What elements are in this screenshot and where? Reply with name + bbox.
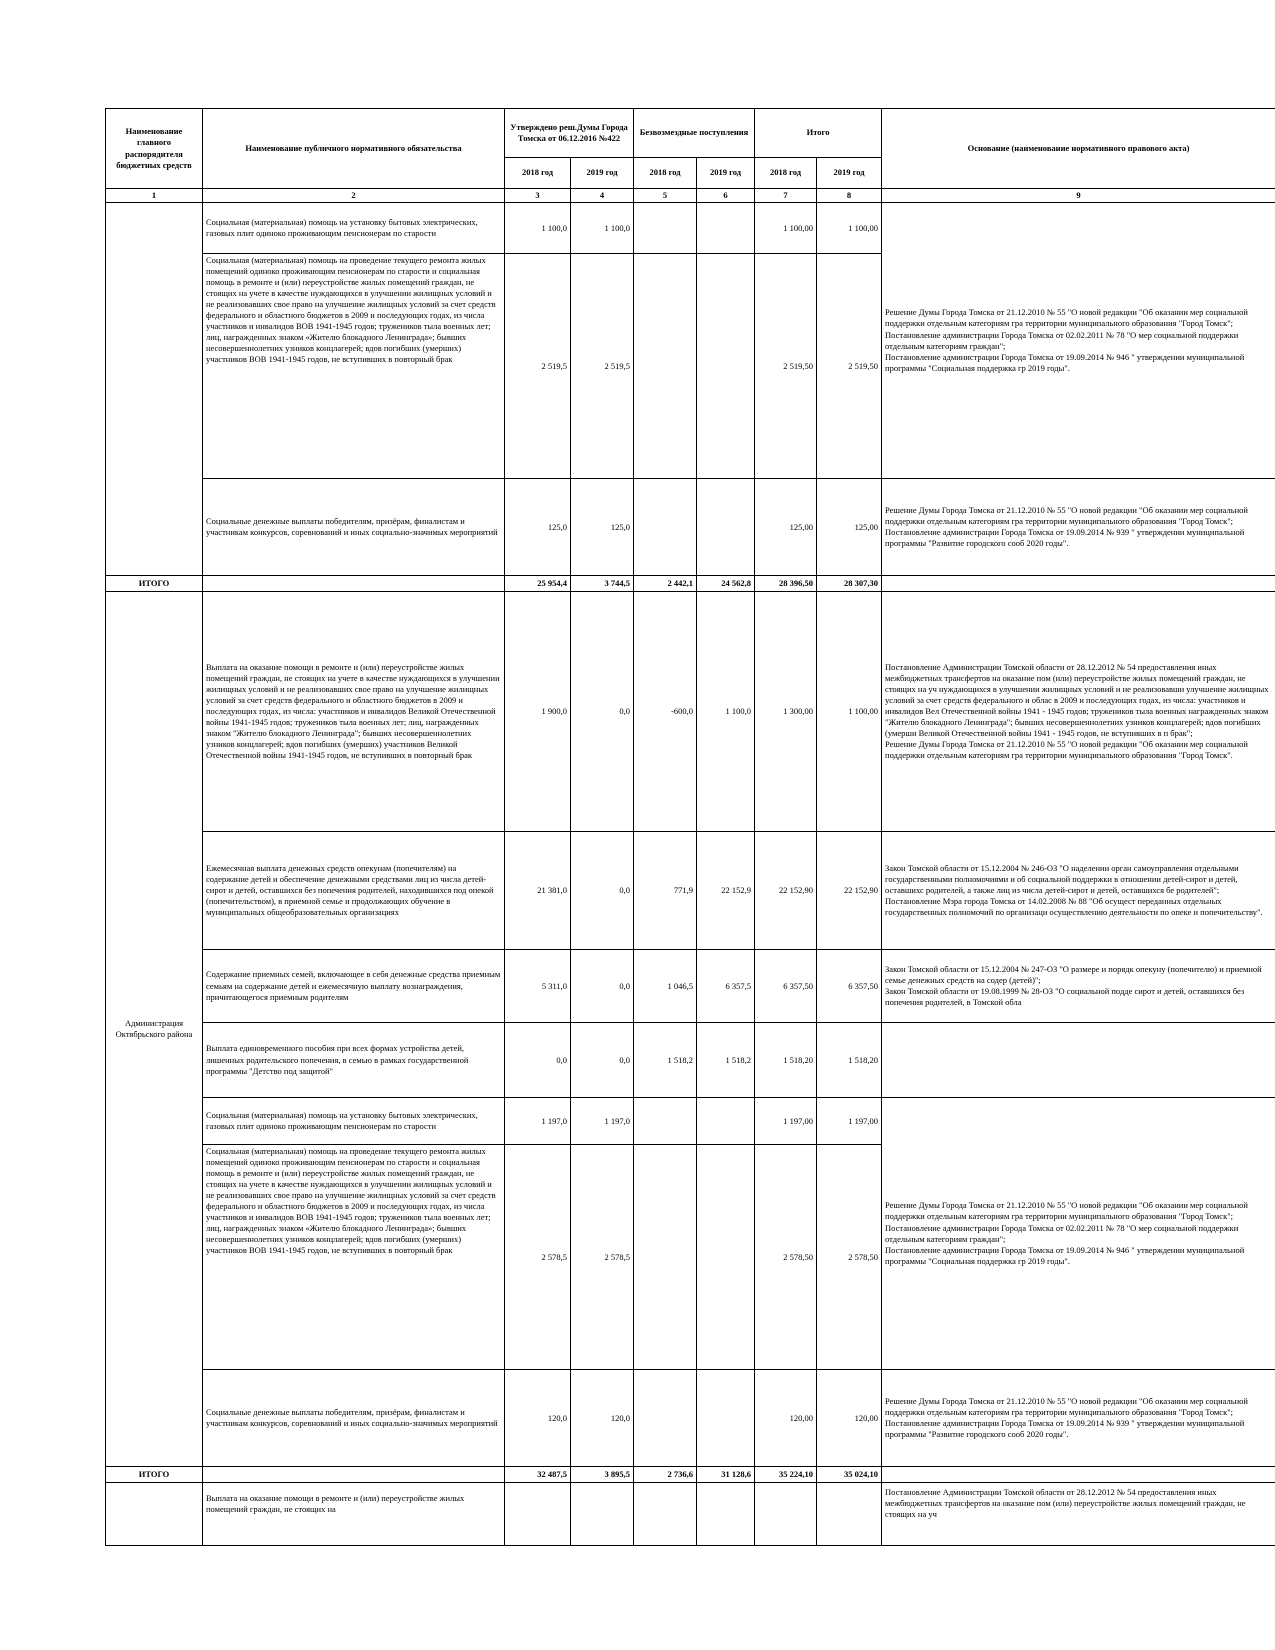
table-row: [106, 1098, 1275, 1145]
header-year: 2018 год: [505, 158, 571, 189]
value-cell: 0,0: [571, 832, 634, 950]
value-cell: 1 197,0: [505, 1098, 571, 1145]
obligation-name: Социальные денежные выплаты победителям, призёрам, финалистам и участникам конкурсов, соревнований и иных социально-значимых мероприятий: [203, 1370, 505, 1467]
value-cell: 2 578,50: [817, 1145, 882, 1370]
value-cell: [817, 1483, 882, 1546]
column-number: 1: [106, 189, 203, 203]
total-value: 35 224,10: [755, 1467, 817, 1483]
total-value: 24 562,8: [697, 576, 755, 592]
table-row: [106, 832, 1275, 950]
basis-cell: Решение Думы Города Томска от 21.12.2010 № 55 "О новой редакции "Об оказании мер социальной поддержки отдельным категориям гра территории муниципального образования "Город Томск"; Постановление администрации Города Томска от 02.02.2011 № 78 "О мер социальной поддержки отдельным категориям граждан"; Постановление администрации Города Томска от 19.09.2014 № 946 " утверждении муниципальной программы "Социальная поддержка гр 2019 годы".: [882, 203, 1275, 479]
empty-cell: [882, 1467, 1275, 1483]
basis-cell: [882, 1023, 1275, 1098]
obligation-name: Социальная (материальная) помощь на установку бытовых электрических, газовых плит одиноко проживающим пенсионерам по старости: [203, 203, 505, 254]
column-number: 6: [697, 189, 755, 203]
value-cell: 120,0: [571, 1370, 634, 1467]
value-cell: [697, 254, 755, 479]
column-number-row: [106, 189, 1275, 203]
total-value: 3 895,5: [571, 1467, 634, 1483]
value-cell: [505, 1483, 571, 1546]
value-cell: 6 357,50: [817, 950, 882, 1023]
value-cell: 1 518,20: [817, 1023, 882, 1098]
value-cell: 771,9: [634, 832, 697, 950]
obligation-name: Содержание приемных семей, включающее в себя денежные средства приемным семьям на содержание детей и ежемесячную выплату вознаграждения, причитающегося приемным родителям: [203, 950, 505, 1023]
obligation-name: Ежемесячная выплата денежных средств опекунам (попечителям) на содержание детей и обеспечение денежными средствами лиц из числа детей-сирот и детей, оставшихся без попечения родителей, находившихся под опекой (попечительством), в приемной семье и продолжающих обучение в муниципальных общеобразовательных организациях: [203, 832, 505, 950]
value-cell: [697, 1370, 755, 1467]
value-cell: 1 900,0: [505, 592, 571, 832]
value-cell: [634, 203, 697, 254]
value-cell: [697, 1145, 755, 1370]
value-cell: 1 197,00: [755, 1098, 817, 1145]
table-row: [106, 203, 1275, 254]
table-row: [106, 479, 1275, 576]
header-total: Итого: [755, 109, 882, 158]
recipient-cell: [106, 203, 203, 576]
value-cell: [634, 1098, 697, 1145]
column-number: 3: [505, 189, 571, 203]
recipient-cell: [106, 1483, 203, 1546]
value-cell: 1 100,00: [817, 592, 882, 832]
value-cell: 1 197,0: [571, 1098, 634, 1145]
total-value: 31 128,6: [697, 1467, 755, 1483]
obligation-name: Социальная (материальная) помощь на установку бытовых электрических, газовых плит одиноко проживающим пенсионерам по старости: [203, 1098, 505, 1145]
value-cell: [634, 1145, 697, 1370]
value-cell: 1 300,00: [755, 592, 817, 832]
column-number: 5: [634, 189, 697, 203]
header-year: 2018 год: [634, 158, 697, 189]
value-cell: [697, 479, 755, 576]
value-cell: 0,0: [571, 592, 634, 832]
column-number: 2: [203, 189, 505, 203]
table-row: [106, 1483, 1275, 1546]
value-cell: 1 100,0: [571, 203, 634, 254]
basis-cell: Решение Думы Города Томска от 21.12.2010 № 55 "О новой редакции "Об оказании мер социальной поддержки отдельным категориям гра территории муниципального образования "Город Томск"; Постановление администрации Города Томска от 19.09.2014 № 939 " утверждении муниципальной программы "Развитие городского сооб 2020 годы".: [882, 1370, 1275, 1467]
obligation-name: Социальные денежные выплаты победителям, призёрам, финалистам и участникам конкурсов, соревнований и иных социально-значимых мероприятий: [203, 479, 505, 576]
header-obligation: Наименование публичного нормативного обязательства: [203, 109, 505, 189]
budget-table-page: [105, 108, 1275, 1546]
value-cell: 1 100,00: [755, 203, 817, 254]
value-cell: 0,0: [571, 1023, 634, 1098]
value-cell: 120,00: [755, 1370, 817, 1467]
value-cell: 22 152,90: [817, 832, 882, 950]
table-row: [106, 1370, 1275, 1467]
header-grants: Безвозмездные поступления: [634, 109, 755, 158]
total-value: 28 307,30: [817, 576, 882, 592]
column-number: 8: [817, 189, 882, 203]
value-cell: 2 519,50: [755, 254, 817, 479]
value-cell: 0,0: [505, 1023, 571, 1098]
value-cell: 1 518,20: [755, 1023, 817, 1098]
value-cell: 22 152,90: [755, 832, 817, 950]
value-cell: 2 519,5: [505, 254, 571, 479]
value-cell: [634, 479, 697, 576]
value-cell: [634, 1370, 697, 1467]
total-value: 2 442,1: [634, 576, 697, 592]
total-row: [106, 1467, 1275, 1483]
value-cell: [697, 1098, 755, 1145]
total-value: 3 744,5: [571, 576, 634, 592]
total-value: 2 736,6: [634, 1467, 697, 1483]
total-row: [106, 576, 1275, 592]
total-value: 35 024,10: [817, 1467, 882, 1483]
value-cell: 1 100,00: [817, 203, 882, 254]
obligation-name: Выплата единовременного пособия при всех формах устройства детей, лишенных родительского попечения, в семью в рамках государственной программы "Детство под защитой": [203, 1023, 505, 1098]
value-cell: 1 100,0: [697, 592, 755, 832]
column-number: 9: [882, 189, 1275, 203]
table-row: [106, 1023, 1275, 1098]
value-cell: 2 578,50: [755, 1145, 817, 1370]
obligation-name: Выплата на оказание помощи в ремонте и (или) переустройстве жилых помещений граждан, не стоящих на учете в качестве нуждающихся в улучшении жилищных условий и не реализовавших свое право на улучшение жилищных условий за счет средств федерального и областного бюджетов в 2009 и последующих годах, из числа: участников и инвалидов Великой Отечественной войны 1941-1945 годов; тружеников тыла военных лет; лиц, награжденных знаком "Жителю блокадного Ленинграда"; бывших несовершеннолетних узников концлагерей; вдов погибших (умерших) участников Великой Отечественной войны 1941-1945 годов, не вступивших в повторный брак: [203, 592, 505, 832]
basis-cell: Решение Думы Города Томска от 21.12.2010 № 55 "О новой редакции "Об оказании мер социальной поддержки отдельным категориям гра территории муниципального образования "Город Томск"; Постановление администрации Города Томска от 19.09.2014 № 939 " утверждении муниципальной программы "Развитие городского сооб 2020 годы".: [882, 479, 1275, 576]
value-cell: 1 100,0: [505, 203, 571, 254]
value-cell: [571, 1483, 634, 1546]
recipient-cell: Администрация Октябрьского района: [106, 592, 203, 1467]
budget-table: [105, 108, 1275, 1546]
basis-cell: Постановление Администрации Томской области от 28.12.2012 № 54 предоставления иных межбюджетных трансфертов на оказание пом (или) переустройстве жилых помещений граждан, не стоящих на уч нуждающихся в улучшении жилищных условий и не реализовавши улучшение жилищных условий за счет средств федерального и облас в 2009 и последующих годах, из числа: участников и инвалидов Вел Отечественной войны 1941 - 1945 годов; тружеников тыла военных награжденных знаком "Жителю блокадного Ленинграда"; бывших несовершеннолетних узников концлагерей; вдов погибших (умерши Великой Отечественной войны 1941 - 1945 годов, не вступивших в п брак"; Решение Думы Города Томска от 21.12.2010 № 55 "О новой редакции "Об оказании мер социальной поддержки отдельным категориям гра территории муниципального образования "Город Томск".: [882, 592, 1275, 832]
value-cell: 125,00: [817, 479, 882, 576]
value-cell: 6 357,50: [755, 950, 817, 1023]
value-cell: [697, 1483, 755, 1546]
header-year: 2019 год: [697, 158, 755, 189]
obligation-name: Социальная (материальная) помощь на проведение текущего ремонта жилых помещений одиноко проживающим пенсионерам по старости и социальная помощь в ремонте и (или) переустройстве жилых помещений граждан, не стоящих на учете в качестве нуждающихся в улучшении жилищных условий и не реализовавших свое право на улучшение жилищных условий за счет средств федерального и областного бюджетов в 2009 и последующих годах, из числа участников и инвалидов ВОВ 1941-1945 годов; тружеников тыла военных лет; лиц, награжденных знаком «Жителю блокадного Ленинграда»; бывших несовершеннолетних узников концлагерей; вдов погибших (умерших) участников ВОВ 1941-1945 годов, не вступивших в повторный брак: [203, 254, 505, 479]
value-cell: 120,0: [505, 1370, 571, 1467]
total-value: 32 487,5: [505, 1467, 571, 1483]
value-cell: 2 519,5: [571, 254, 634, 479]
basis-cell: Закон Томской области от 15.12.2004 № 246-ОЗ "О наделении орган самоуправления отдельными государственными полномочиями и об социальной поддержки в отношении детей-сирот и детей, оставшихс родителей, а также лиц из числа детей-сирот и детей, оставшихся бе родителей"; Постановление Мэра города Томска от 14.02.2008 № 88 "Об осущест переданных отдельных государственных полномочий по организаци осуществлению деятельности по опеке и попечительству".: [882, 832, 1275, 950]
value-cell: [697, 203, 755, 254]
value-cell: [634, 1483, 697, 1546]
value-cell: 2 519,50: [817, 254, 882, 479]
value-cell: 125,0: [505, 479, 571, 576]
basis-cell: Решение Думы Города Томска от 21.12.2010 № 55 "О новой редакции "Об оказании мер социальной поддержки отдельным категориям гра территории муниципального образования "Город Томск"; Постановление администрации Города Томска от 02.02.2011 № 78 "О мер социальной поддержки отдельным категориям граждан"; Постановление администрации Города Томска от 19.09.2014 № 946 " утверждении муниципальной программы "Социальная поддержка гр 2019 годы".: [882, 1098, 1275, 1370]
table-row: [106, 592, 1275, 832]
obligation-name: Социальная (материальная) помощь на проведение текущего ремонта жилых помещений одиноко проживающим пенсионерам по старости и социальная помощь в ремонте и (или) переустройстве жилых помещений граждан, не стоящих на учете в качестве нуждающихся в улучшении жилищных условий и не реализовавших свое право на улучшение жилищных условий за счет средств федерального и областного бюджетов в 2009 и последующих годах, из числа участников и инвалидов ВОВ 1941-1945 годов; тружеников тыла военных лет; лиц, награжденных знаком «Жителю блокадного Ленинграда»; бывших несовершеннолетних узников концлагерей; вдов погибших (умерших) участников ВОВ 1941-1945 годов, не вступивших в повторный брак: [203, 1145, 505, 1370]
value-cell: 120,00: [817, 1370, 882, 1467]
value-cell: 1 197,00: [817, 1098, 882, 1145]
value-cell: 21 381,0: [505, 832, 571, 950]
empty-cell: [882, 576, 1275, 592]
value-cell: 125,00: [755, 479, 817, 576]
value-cell: 5 311,0: [505, 950, 571, 1023]
value-cell: 1 518,2: [634, 1023, 697, 1098]
value-cell: [755, 1483, 817, 1546]
header-recipient: Наименование главного распорядителя бюджетных средств: [106, 109, 203, 189]
table-row: [106, 950, 1275, 1023]
value-cell: 1 046,5: [634, 950, 697, 1023]
empty-cell: [203, 1467, 505, 1483]
value-cell: 2 578,5: [505, 1145, 571, 1370]
value-cell: [634, 254, 697, 479]
header-year: 2019 год: [571, 158, 634, 189]
column-number: 7: [755, 189, 817, 203]
basis-cell: Закон Томской области от 15.12.2004 № 247-ОЗ "О размере и порядк опекуну (попечителю) и приемной семье денежных средств на содер (детей)"; Закон Томской области от 19.08.1999 № 28-ОЗ "О социальной подде сирот и детей, оставшихся без попечения родителей, в Томской обла: [882, 950, 1275, 1023]
header-basis: Основание (наименование нормативного правового акта): [882, 109, 1275, 189]
value-cell: 0,0: [571, 950, 634, 1023]
value-cell: 22 152,9: [697, 832, 755, 950]
obligation-name: Выплата на оказание помощи в ремонте и (или) переустройстве жилых помещений граждан, не стоящих на: [203, 1483, 505, 1546]
header-year: 2018 год: [755, 158, 817, 189]
header-row-1: [106, 109, 1275, 158]
empty-cell: [203, 576, 505, 592]
value-cell: 1 518,2: [697, 1023, 755, 1098]
value-cell: 2 578,5: [571, 1145, 634, 1370]
total-label: ИТОГО: [106, 576, 203, 592]
header-approved: Утверждено реш.Думы Города Томска от 06.12.2016 №422: [505, 109, 634, 158]
value-cell: 6 357,5: [697, 950, 755, 1023]
basis-cell: Постановление Администрации Томской области от 28.12.2012 № 54 предоставления иных межбюджетных трансфертов на оказание пом (или) переустройстве жилых помещений граждан, не стоящих на уч: [882, 1483, 1275, 1546]
header-year: 2019 год: [817, 158, 882, 189]
value-cell: 125,0: [571, 479, 634, 576]
total-value: 28 396,50: [755, 576, 817, 592]
value-cell: -600,0: [634, 592, 697, 832]
total-value: 25 954,4: [505, 576, 571, 592]
column-number: 4: [571, 189, 634, 203]
total-label: ИТОГО: [106, 1467, 203, 1483]
